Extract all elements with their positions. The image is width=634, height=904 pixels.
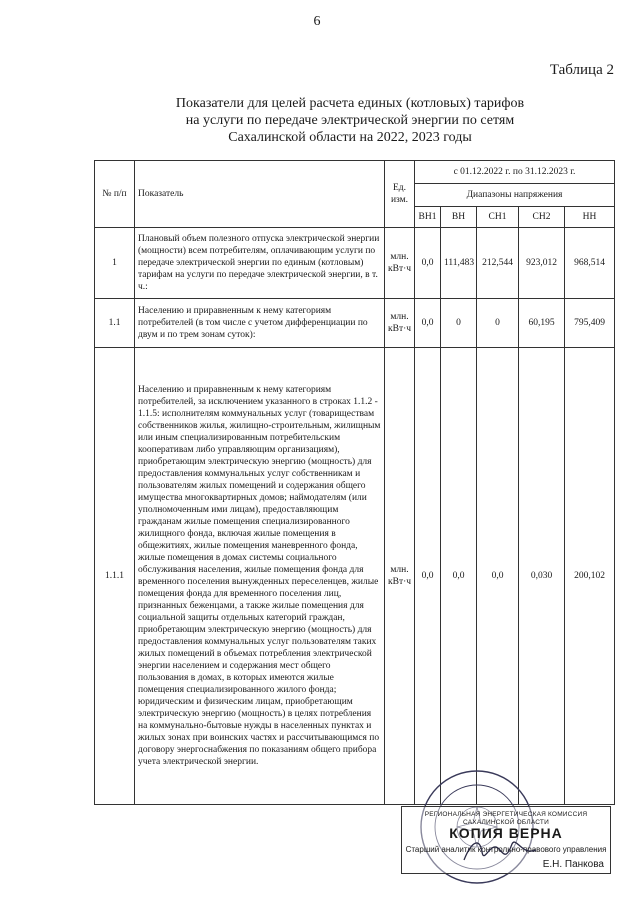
stamp-signatory-name: Е.Н. Панкова	[542, 859, 604, 870]
value-sn2: 923,012	[519, 228, 565, 299]
title-line-2: на услуги по передаче электрической энергии по сетям	[185, 113, 515, 128]
value-nn: 200,102	[565, 348, 615, 805]
header-col-sn1: СН1	[477, 207, 519, 228]
title-line-3: Сахалинской области на 2022, 2023 годы	[228, 130, 472, 145]
value-nn: 795,409	[565, 299, 615, 348]
value-sn2: 60,195	[519, 299, 565, 348]
page-number: 6	[313, 14, 321, 29]
row-unit: млн. кВт·ч	[385, 299, 415, 348]
value-vn: 111,483	[441, 228, 477, 299]
header-col-vn: ВН	[441, 207, 477, 228]
header-indicator: Показатель	[135, 161, 385, 228]
row-unit: млн. кВт·ч	[385, 348, 415, 805]
certified-copy-stamp	[401, 806, 611, 874]
value-sn1: 0,0	[477, 348, 519, 805]
value-vn1: 0,0	[415, 228, 441, 299]
document-title	[100, 95, 600, 146]
header-col-nn: НН	[565, 207, 615, 228]
value-sn1: 212,544	[477, 228, 519, 299]
row-num: 1.1	[95, 299, 135, 348]
value-vn: 0	[441, 299, 477, 348]
table-label: Таблица 2	[549, 62, 614, 78]
header-row-1	[95, 161, 615, 184]
value-sn2: 0,030	[519, 348, 565, 805]
table-row	[95, 348, 615, 805]
row-indicator-text: Плановый объем полезного отпуска электрической энергии (мощности) всем потребителям, оплачивающим услуги по передаче электрической энергии по единым (котловым) тарифам на услуги по передаче электрической энергии, в т. ч.:	[135, 228, 385, 299]
row-num: 1	[95, 228, 135, 299]
table-row	[95, 228, 615, 299]
header-num: № п/п	[95, 161, 135, 228]
row-indicator-text: Населению и приравненным к нему категориям потребителей, за исключением указанного в строках 1.1.2 - 1.1.5: исполнителям коммунальных услуг (товариществам собственников жилья, жилищно-строительным, жилищным или иным специализированным потребительским кооперативам либо управляющим организациям), приобретающим электрическую энергию (мощность) для предоставления коммунальных услуг собственникам и пользователям жилых помещений и содержания общего имущества многоквартирных домов; наймодателям (или уполномоченным ими лицам), предоставляющим гражданам жилые помещения специализированного жилищного фонда, включая жилые помещения в общежитиях, жилые помещения маневренного фонда, жилые помещения в домах системы социального обслуживания населения, жилые помещения фонда для временного поселения вынужденных переселенцев, жилые помещения фонда для временного поселения лиц, признанных беженцами, а также жилые помещения для социальной защиты отдельных категорий граждан, приобретающим электрическую энергию (мощность) для предоставления коммунальных услуг пользователям таких жилых помещений в объемах потребления электрической энергии населением и содержания мест общего пользования в домах, в которых имеются жилые помещения специализированного жилого фонда; юридическим и физическим лицам, приобретающим электрическую энергию (мощность) в целях потребления на коммунально-бытовые нужды в населенных пунктах и жилых зонах при воинских частях и рассчитывающимся по договору энергоснабжения по показаниям общего прибора учета электрической энергии.	[135, 348, 385, 805]
row-unit: млн. кВт·ч	[385, 228, 415, 299]
title-line-1: Показатели для целей расчета единых (котловых) тарифов	[175, 96, 525, 111]
value-vn1: 0,0	[415, 348, 441, 805]
value-sn1: 0	[477, 299, 519, 348]
row-num: 1.1.1	[95, 348, 135, 805]
tariff-table	[94, 160, 615, 805]
header-col-sn2: СН2	[519, 207, 565, 228]
header-unit: Ед. изм.	[385, 161, 415, 228]
stamp-organization: РЕГИОНАЛЬНАЯ ЭНЕРГЕТИЧЕСКАЯ КОМИССИЯ САХАЛИНСКОЙ ОБЛАСТИ	[424, 811, 588, 826]
table-row	[95, 299, 615, 348]
value-vn1: 0,0	[415, 299, 441, 348]
header-voltage-ranges: Диапазоны напряжения	[415, 184, 615, 207]
value-nn: 968,514	[565, 228, 615, 299]
row-indicator-text: Населению и приравненным к нему категориям потребителей (в том числе с учетом дифференциации по двум и по трем зонам суток):	[135, 299, 385, 348]
stamp-position: Старший аналитик контрольно-правового управления	[405, 845, 607, 854]
header-col-vn1: ВН1	[415, 207, 441, 228]
stamp-copy-label: КОПИЯ ВЕРНА	[449, 825, 563, 841]
header-period: с 01.12.2022 г. по 31.12.2023 г.	[415, 161, 615, 184]
value-vn: 0,0	[441, 348, 477, 805]
